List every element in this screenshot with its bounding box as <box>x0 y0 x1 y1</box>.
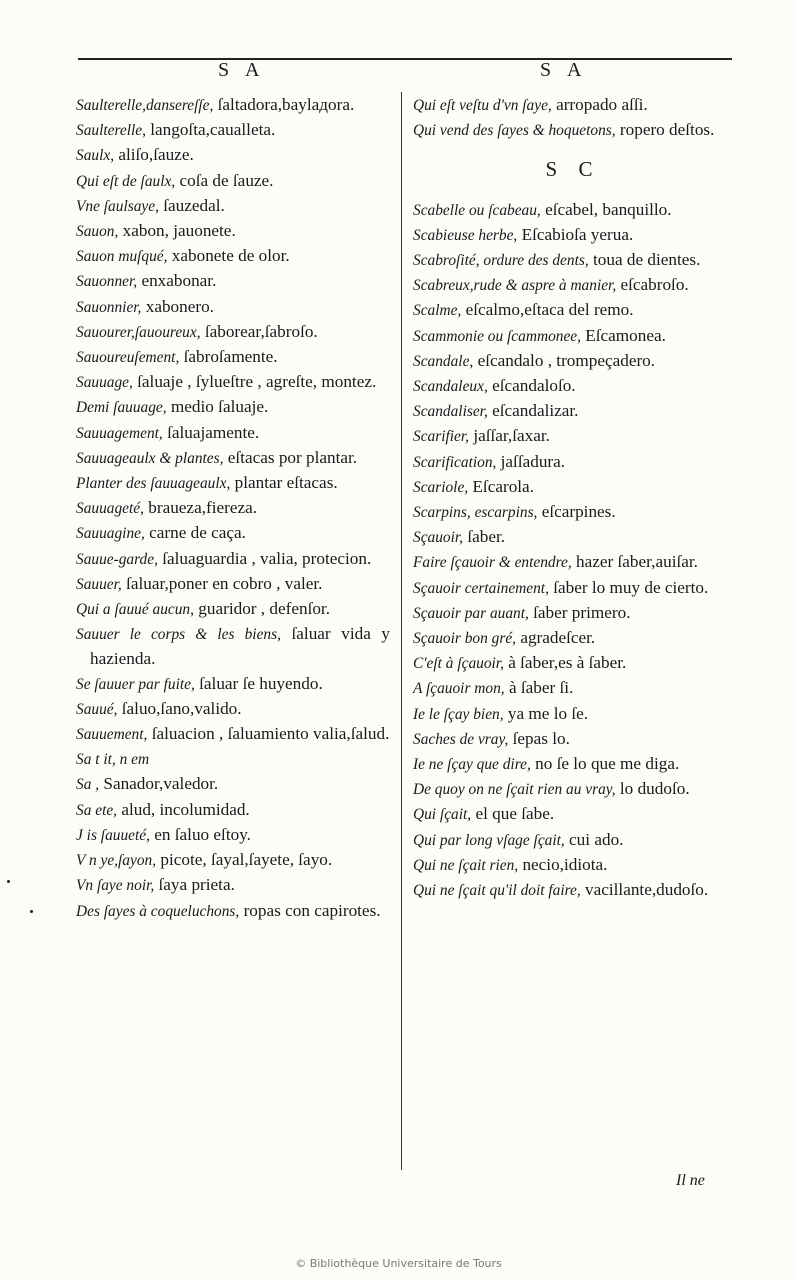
translation: eſcalmo,eſtaca del remo. <box>461 300 634 320</box>
dictionary-entry <box>413 450 733 475</box>
translation: medio ſaluaje. <box>166 397 269 417</box>
dictionary-entry <box>76 747 390 772</box>
dictionary-entry <box>413 118 733 143</box>
headword: J is ſauueté, <box>76 826 150 844</box>
translation: eſcandaloſo. <box>487 376 576 396</box>
dictionary-entry <box>76 672 390 697</box>
translation: hazer ſaber,auiſar. <box>571 552 698 572</box>
translation: à ſaber,es à ſaber. <box>503 653 627 673</box>
headword: C'eſt à ſçauoir, <box>413 655 504 673</box>
dictionary-entry <box>413 676 733 701</box>
translation: jaſſadura. <box>496 451 566 471</box>
headword: Faire ſçauoir & entendre, <box>413 554 572 572</box>
dictionary-entry <box>76 697 390 722</box>
headword: Sçauoir certainement, <box>413 579 549 597</box>
headword: Scandale, <box>413 352 474 370</box>
translation: ſabroſamente. <box>179 347 278 367</box>
translation: vacillante,dudoſo. <box>580 880 709 900</box>
dictionary-entry <box>413 525 733 550</box>
translation: ſaluacion , ſaluamiento valia,ſalud. <box>147 724 390 744</box>
dictionary-entry <box>413 651 733 676</box>
dictionary-entry <box>413 828 733 853</box>
dictionary-entry <box>413 853 733 878</box>
headword: A ſçauoir mon, <box>413 680 505 698</box>
dictionary-entry <box>413 273 733 298</box>
dictionary-entry <box>413 802 733 827</box>
right-entries <box>413 198 733 904</box>
translation: carne de caça. <box>144 523 246 543</box>
running-head-right: S A <box>540 59 588 81</box>
dictionary-entry <box>413 399 733 424</box>
translation: xabonete de olor. <box>167 246 290 266</box>
dictionary-entry <box>76 169 390 194</box>
dictionary-entry <box>76 143 390 168</box>
translation: braueza,fiereza. <box>143 498 258 518</box>
right-column <box>413 93 733 903</box>
headword: Scabelle ou ſcabeau, <box>413 201 541 219</box>
headword: Sa ete, <box>76 801 118 819</box>
headword: Qui ne ſçait rien, <box>413 856 519 874</box>
dictionary-entry <box>76 722 390 747</box>
dictionary-entry <box>76 370 390 395</box>
headword: Sauuement, <box>76 726 148 744</box>
headword: Sauoureuſement, <box>76 349 180 367</box>
translation: agradeſcer. <box>516 628 596 648</box>
translation: ya me lo ſe. <box>503 703 589 723</box>
right-top-entries <box>413 93 733 143</box>
dictionary-entry <box>76 395 390 420</box>
translation: eſcabel, banquillo. <box>540 199 672 219</box>
headword: Demi ſauuage, <box>76 399 167 417</box>
headword: Se ſauuer par fuite, <box>76 675 195 693</box>
translation: xabon, jauonete. <box>118 221 236 241</box>
translation: ſaber lo muy de cierto. <box>548 577 709 597</box>
translation: ſaluar vida y hazienda. <box>90 624 390 669</box>
headword: Scandaleux, <box>413 378 488 396</box>
headword: Saulx, <box>76 147 115 165</box>
headword: Sauuer le corps & les biens, <box>76 626 281 644</box>
translation: toua de dientes. <box>588 250 701 270</box>
headword: Sçauoir bon gré, <box>413 630 517 648</box>
dictionary-entry <box>413 777 733 802</box>
translation: picote, ſayal,ſayete, ſayo. <box>156 850 333 870</box>
headword: Scarification, <box>413 453 497 471</box>
translation: ſaluo,ſano,valido. <box>117 698 242 718</box>
dictionary-entry <box>413 752 733 777</box>
translation: enxabonar. <box>137 271 217 291</box>
translation: alud, incolumidad. <box>117 799 250 819</box>
translation: ſepas lo. <box>508 728 570 748</box>
headword: Saulterelle,dansereſſe, <box>76 97 214 114</box>
headword: V n ye,ſayon, <box>76 852 157 870</box>
translation: arropado aſſi. <box>551 95 648 114</box>
headword: Sauourer,ſauoureux, <box>76 323 201 341</box>
headword: Planter des ſauuageaulx, <box>76 475 231 493</box>
headword: Sauuagement, <box>76 424 163 442</box>
translation: no ſe lo que me diga. <box>530 754 680 774</box>
dictionary-entry <box>413 93 733 118</box>
dictionary-entry <box>76 547 390 572</box>
headword: Qui eſt veſtu d'vn ſaye, <box>413 97 552 114</box>
headword: Scammonie ou ſcammonee, <box>413 327 581 345</box>
headword: Scandaliser, <box>413 403 488 421</box>
headword: Qui par long vſage ſçait, <box>413 831 565 849</box>
running-head-left: S A <box>218 59 266 81</box>
speck <box>7 880 10 883</box>
translation: ſauzedal. <box>158 195 225 215</box>
dictionary-entry <box>76 597 390 622</box>
translation: ropero deſtos. <box>615 120 715 140</box>
headword: Sauonner, <box>76 273 138 291</box>
translation: plantar eſtacas. <box>230 473 338 493</box>
headword: Saulterelle, <box>76 122 146 140</box>
translation: Eſcabioſa yerua. <box>517 224 634 244</box>
headword: De quoy on ne ſçait rien au vray, <box>413 781 616 799</box>
column-divider <box>401 92 402 1170</box>
headword: Saches de vray, <box>413 730 509 748</box>
headword: Sçauoir par auant, <box>413 604 529 622</box>
translation: Eſcamonea. <box>580 325 666 345</box>
dictionary-entry <box>413 727 733 752</box>
translation: ſaluaje , ſylueſtre , agreſte, montez. <box>132 372 377 392</box>
headword: Scariole, <box>413 478 469 496</box>
dictionary-entry <box>413 223 733 248</box>
dictionary-entry <box>76 345 390 370</box>
translation: en ſaluo eſtoy. <box>149 824 251 844</box>
left-column <box>76 93 390 924</box>
translation: xabonero. <box>141 296 214 316</box>
headword: Ie ne ſçay que dire, <box>413 756 531 774</box>
headword: Vne ſaulsaye, <box>76 197 159 215</box>
dictionary-entry <box>76 873 390 898</box>
dictionary-entry <box>76 823 390 848</box>
translation: ſaluar,poner en cobro , valer. <box>121 573 323 593</box>
translation: Eſcarola. <box>468 476 534 496</box>
dictionary-entry <box>76 320 390 345</box>
translation: ſaltadora,baylадora. <box>213 95 355 114</box>
header-rule <box>78 58 732 60</box>
headword: Ie le ſçay bien, <box>413 705 504 723</box>
translation: ropas con capirotes. <box>239 900 381 920</box>
dictionary-entry <box>413 248 733 273</box>
translation: ſaluar ſe huyendo. <box>194 673 323 693</box>
translation: eſcabroſo. <box>616 275 689 295</box>
headword: Qui ſçait, <box>413 806 472 824</box>
catchword: Il ne <box>676 1172 705 1189</box>
headword: Sauuagine, <box>76 525 145 543</box>
headword: Qui ne ſçait qu'il doit faire, <box>413 882 581 900</box>
translation: Sanador,valedor. <box>99 774 219 794</box>
headword: Sauuageaulx & plantes, <box>76 449 224 467</box>
section-heading: S C <box>545 157 601 182</box>
dictionary-entry <box>76 622 390 671</box>
translation: ſaluajamente. <box>162 422 260 442</box>
dictionary-entry <box>76 219 390 244</box>
dictionary-entry <box>76 521 390 546</box>
dictionary-entry <box>413 324 733 349</box>
dictionary-entry <box>413 298 733 323</box>
headword: Sauon, <box>76 223 119 241</box>
translation: langoſta,caualleta. <box>145 120 276 140</box>
translation: guaridor , defenſor. <box>193 599 331 619</box>
headword: Qui a ſauué aucun, <box>76 601 194 619</box>
library-credit: © Bibliothèque Universitaire de Tours <box>295 1257 502 1270</box>
headword: Scabreux,rude & aspre à manier, <box>413 277 617 295</box>
dictionary-entry <box>76 244 390 269</box>
headword: Sauuage, <box>76 374 133 392</box>
dictionary-entry <box>76 471 390 496</box>
dictionary-entry <box>76 772 390 797</box>
dictionary-entry <box>76 496 390 521</box>
headword: Scabieuse herbe, <box>413 226 518 244</box>
speck <box>30 910 33 913</box>
dictionary-entry <box>76 572 390 597</box>
headword: Sauuageté, <box>76 500 144 518</box>
headword: Sauuer, <box>76 575 122 593</box>
headword: Qui eſt de ſaulx, <box>76 172 176 190</box>
dictionary-entry <box>413 626 733 651</box>
dictionary-entry <box>413 475 733 500</box>
translation: ſaber. <box>463 527 506 547</box>
dictionary-entry <box>76 93 390 118</box>
translation: el que ſabe. <box>471 804 555 824</box>
dictionary-entry <box>76 421 390 446</box>
headword: Vn ſaye noir, <box>76 877 155 895</box>
translation: ſaya prieta. <box>154 875 235 895</box>
translation: eſcarpines. <box>537 502 616 522</box>
headword: Scabroſité, ordure des dents, <box>413 252 589 270</box>
translation: ſaluaguardia , valia, protecion. <box>157 548 372 568</box>
dictionary-entry <box>413 424 733 449</box>
dictionary-entry <box>76 118 390 143</box>
dictionary-entry <box>413 576 733 601</box>
dictionary-entry <box>76 798 390 823</box>
translation: lo dudoſo. <box>615 779 690 799</box>
dictionary-entry <box>413 198 733 223</box>
headword: Scarifier, <box>413 428 470 446</box>
dictionary-entry <box>413 550 733 575</box>
translation: eſcandalizar. <box>487 401 579 421</box>
dictionary-entry <box>413 702 733 727</box>
headword: Sa t it, n em <box>76 751 150 769</box>
dictionary-entry <box>413 500 733 525</box>
headword: Sauonnier, <box>76 298 142 316</box>
headword: Sauue-garde, <box>76 550 158 568</box>
translation: jaſſar,ſaxar. <box>469 426 550 446</box>
dictionary-entry <box>76 899 390 924</box>
translation: necio,idiota. <box>518 854 608 874</box>
translation: ſaborear,ſabroſo. <box>200 321 318 341</box>
headword: Qui vend des ſayes & hoquetons, <box>413 122 616 140</box>
headword: Des ſayes à coqueluchons, <box>76 902 240 920</box>
translation: coſa de ſauze. <box>175 170 274 190</box>
translation: aliſo,ſauze. <box>114 145 194 165</box>
headword: Scalme, <box>413 302 462 320</box>
dictionary-entry <box>76 446 390 471</box>
headword: Sauué, <box>76 700 118 718</box>
dictionary-entry <box>76 269 390 294</box>
translation: ſaber primero. <box>528 602 631 622</box>
headword: Sauon muſqué, <box>76 248 168 266</box>
translation: eſtacas por plantar. <box>223 447 358 467</box>
dictionary-entry <box>76 295 390 320</box>
headword: Sa , <box>76 776 100 794</box>
translation: à ſaber ſi. <box>504 678 574 698</box>
dictionary-entry <box>413 878 733 903</box>
translation: cui ado. <box>564 829 624 849</box>
translation: eſcandalo , trompeçadero. <box>473 350 656 370</box>
dictionary-entry <box>413 601 733 626</box>
dictionary-entry <box>413 349 733 374</box>
dictionary-entry <box>76 194 390 219</box>
dictionary-entry <box>76 848 390 873</box>
headword: Scarpins, escarpins, <box>413 504 538 522</box>
headword: Sçauoir, <box>413 529 464 547</box>
dictionary-entry <box>413 374 733 399</box>
